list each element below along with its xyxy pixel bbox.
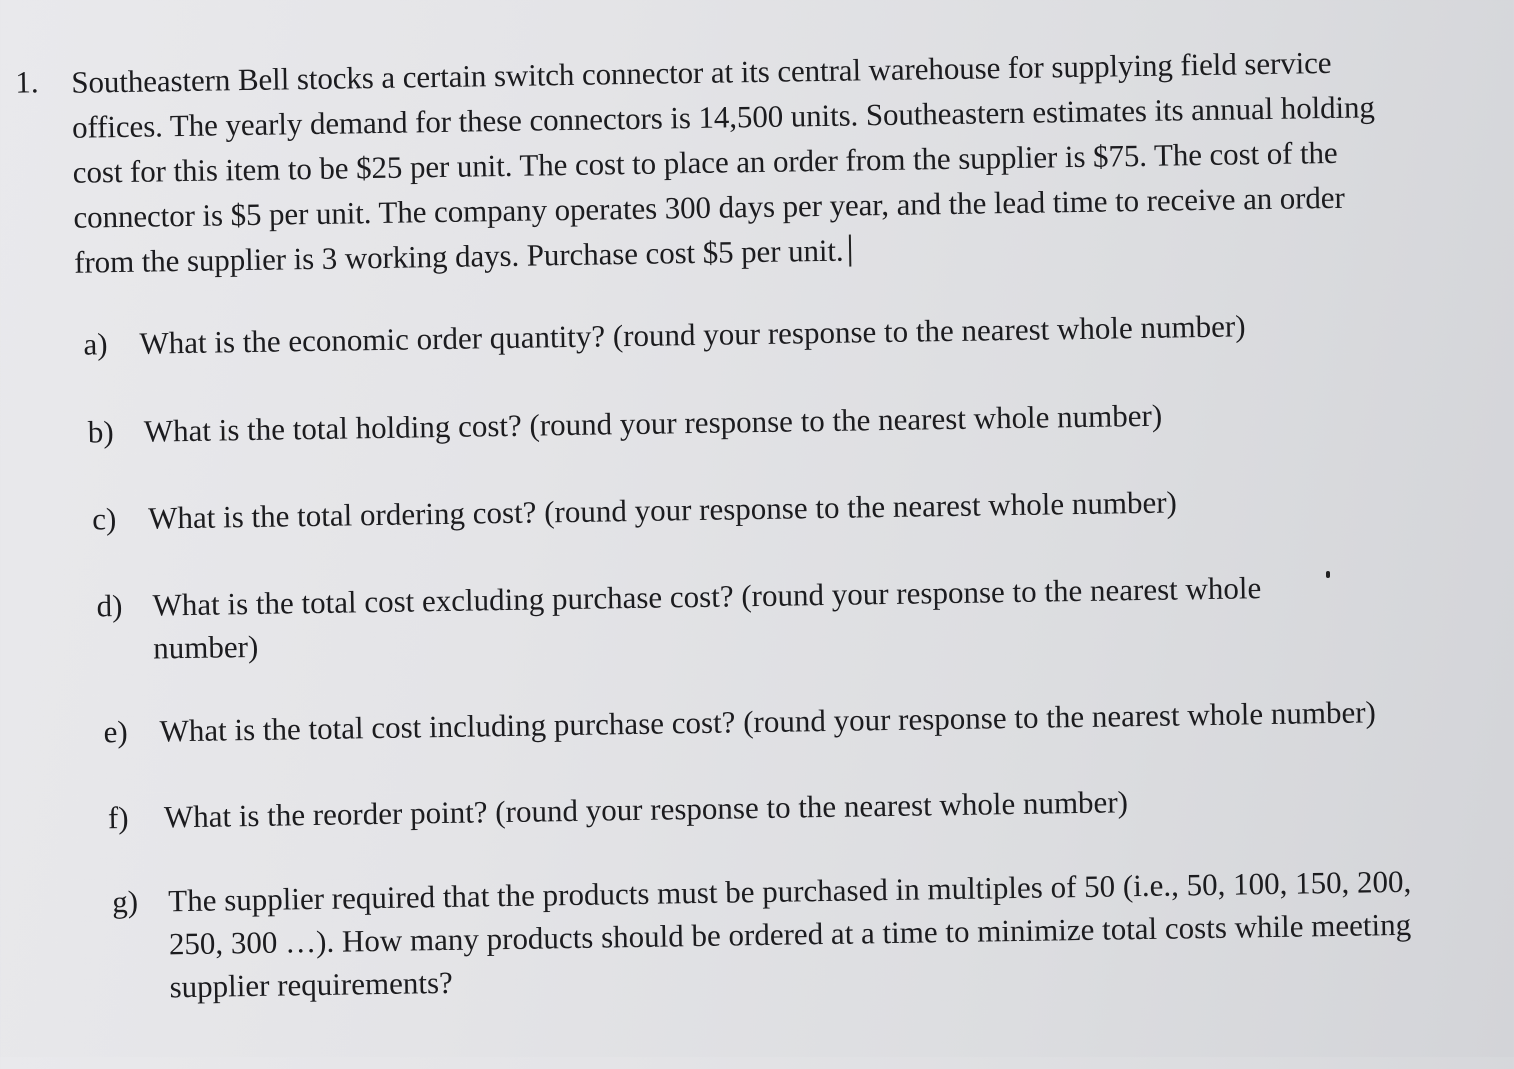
part-label: c)	[91, 501, 117, 537]
text-cursor	[849, 235, 852, 267]
part-label: d)	[96, 588, 123, 624]
part-b	[87, 390, 1418, 450]
part-g	[111, 860, 1422, 1005]
part-label: f)	[107, 799, 129, 836]
part-question: The supplier required that the products must be purchased in multiples of 50 (i.e., 50, 100, 150, 200, 250, 300 …). How many products should be ordered at a time to minimize total costs while meeting supplier requirements?	[167, 863, 1412, 1005]
problem-statement	[71, 39, 1404, 285]
part-c	[91, 477, 1422, 537]
part-question: What is the total ordering cost? (round your response to the nearest whole number)	[147, 484, 1178, 536]
part-d	[96, 565, 1356, 666]
ink-speck	[1326, 571, 1330, 578]
part-question: What is the reorder point? (round your response to the nearest whole number)	[163, 784, 1129, 835]
problem-text: Southeastern Bell stocks a certain switch connector at its central warehouse for supplying field service offices. The yearly demand for these connectors is 14,500 units. Southeastern estimates its annual holding cost for this item to be $25 per unit. The cost to place an order from the supplier is $75. The cost of the connector is $5 per unit. The company operates 300 days per year, and the lead time to receive an order from the supplier is 3 working days. Purchase cost $5 per unit.	[71, 44, 1376, 280]
part-label: b)	[87, 414, 114, 450]
part-question: What is the total cost excluding purchase cost? (round your response to the nearest whole number)	[152, 570, 1262, 666]
part-question: What is the total holding cost? (round your response to the nearest whole number)	[143, 397, 1163, 449]
part-question: What is the total cost including purchase cost? (round your response to the nearest whole number)	[159, 694, 1377, 749]
question-number: 1.	[15, 64, 39, 100]
part-label: a)	[83, 326, 108, 362]
part-label: e)	[103, 713, 128, 750]
part-a	[83, 302, 1413, 362]
part-question: What is the economic order quantity? (round your response to the nearest whole number)	[139, 308, 1246, 361]
part-f	[107, 775, 1438, 836]
part-label: g)	[111, 883, 139, 920]
part-e	[103, 689, 1443, 750]
